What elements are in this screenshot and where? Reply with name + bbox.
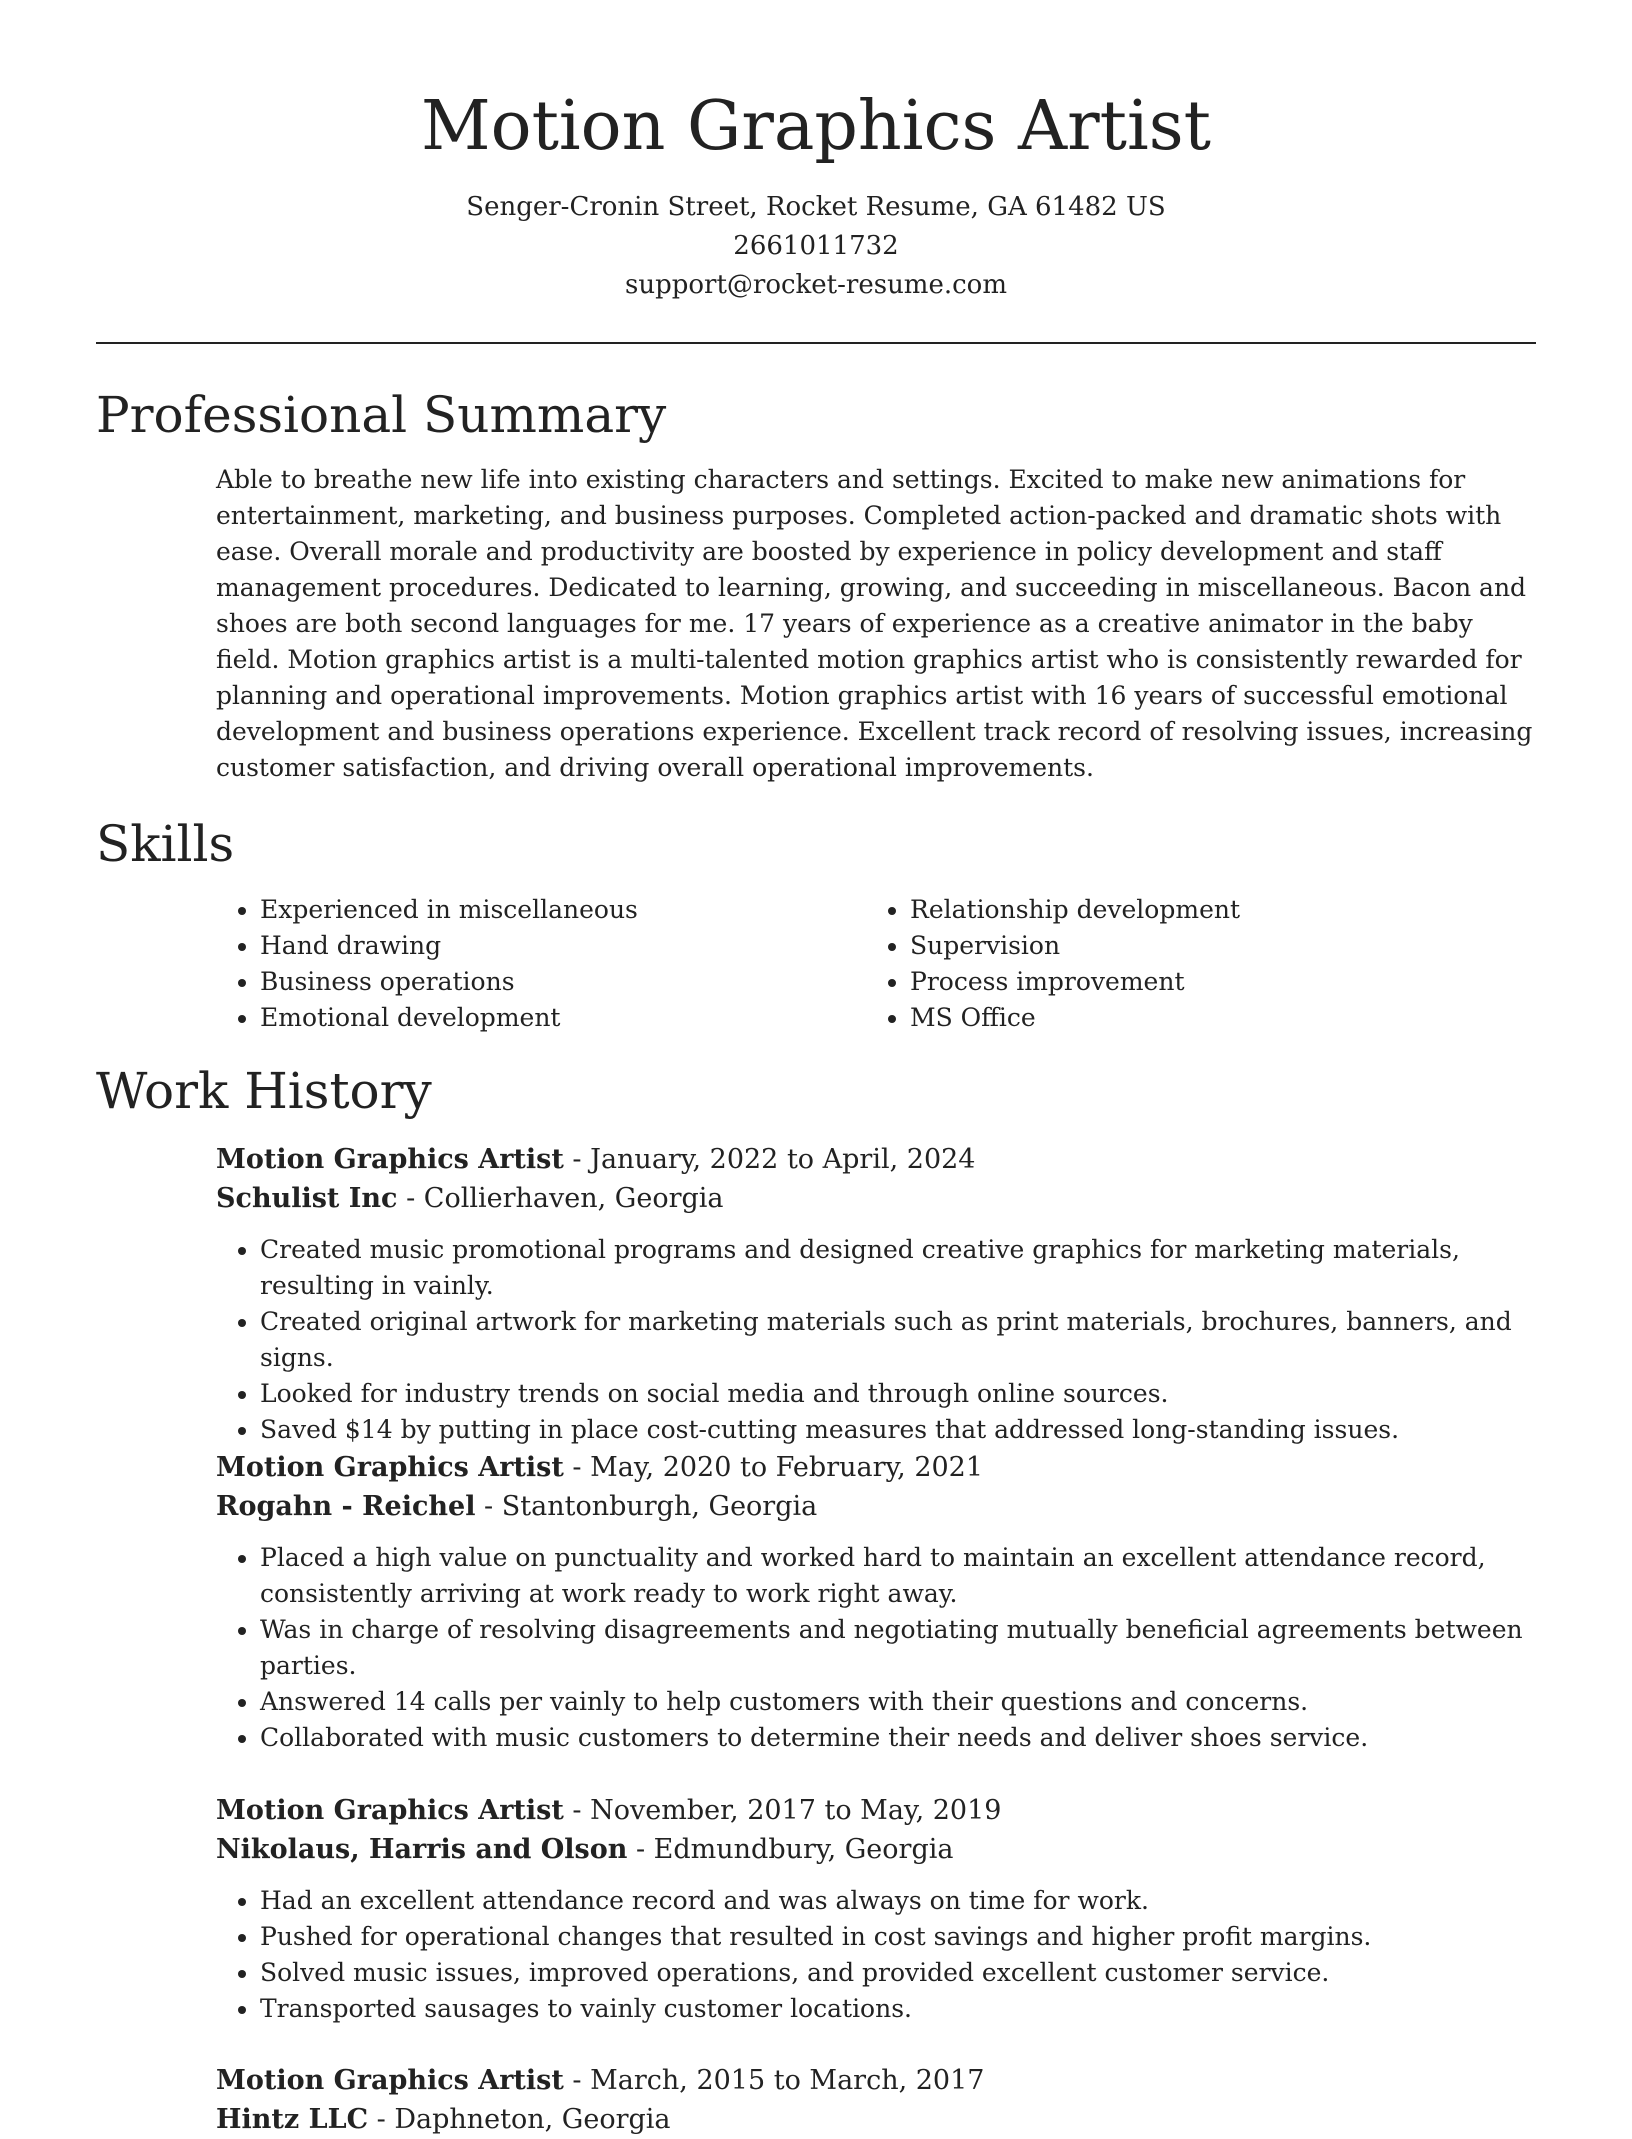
job-entry — [216, 1448, 1538, 1756]
skill-item: • Emotional development — [260, 1000, 866, 1036]
job-bullet: • Solved music issues, improved operations, and provided excellent customer service. — [260, 1955, 1538, 1991]
job-bullet: • Pushed for operational changes that resulted in cost savings and higher profit margins. — [260, 1919, 1538, 1955]
job-bullet: • Created music promotional programs and designed creative graphics for marketing materials, resulting in vainly. — [260, 1232, 1538, 1304]
job-title: Motion Graphics Artist — [216, 1795, 564, 1826]
header-divider — [96, 342, 1536, 344]
skills-column-right — [866, 892, 1516, 1036]
skill-item: • Relationship development — [910, 892, 1516, 928]
job-title-line — [216, 2061, 1538, 2100]
job-bullet: • Had an excellent attendance record and was always on time for work. — [260, 1883, 1538, 1919]
job-dates: - March, 2015 to March, 2017 — [563, 2065, 985, 2096]
job-company: Hintz LLC — [216, 2104, 369, 2135]
job-bullet: • Created original artwork for marketing materials such as print materials, brochures, banners, and signs. — [260, 1304, 1538, 1376]
job-dates: - January, 2022 to April, 2024 — [563, 1144, 976, 1175]
job-company: Rogahn - Reichel — [216, 1491, 476, 1522]
job-bullet: • Collaborated with music customers to determine their needs and deliver shoes service. — [260, 1720, 1538, 1756]
address: Senger-Cronin Street, Rocket Resume, GA 61482 US — [466, 192, 1166, 222]
job-location: - Stantonburgh, Georgia — [475, 1491, 818, 1522]
resume-header — [0, 82, 1632, 305]
skill-item: • Supervision — [910, 928, 1516, 964]
job-entry — [216, 1140, 1538, 1448]
skills-heading: Skills — [96, 815, 235, 873]
job-bullet: • Placed a high value on punctuality and worked hard to maintain an excellent attendance record, consistently arriving at work ready to work right away. — [260, 1540, 1538, 1612]
skill-item: • MS Office — [910, 1000, 1516, 1036]
job-title: Motion Graphics Artist — [216, 1144, 564, 1175]
job-bullet: • Was in charge of resolving disagreements and negotiating mutually beneficial agreements between parties. — [260, 1612, 1538, 1684]
job-bullet: • Saved $14 by putting in place cost-cutting measures that addressed long-standing issues. — [260, 1412, 1538, 1448]
phone: 2661011732 — [733, 231, 899, 261]
job-company-line — [216, 1487, 1538, 1526]
skills-grid — [216, 892, 1538, 1036]
skill-item: • Hand drawing — [260, 928, 866, 964]
job-title-line — [216, 1448, 1538, 1487]
job-title-line — [216, 1791, 1538, 1830]
resume-name: Motion Graphics Artist — [421, 87, 1211, 166]
job-company-line — [216, 1179, 1538, 1218]
job-company-line — [216, 1830, 1538, 1869]
work-history-heading: Work History — [96, 1062, 432, 1120]
job-title: Motion Graphics Artist — [216, 1452, 564, 1483]
job-location: - Collierhaven, Georgia — [397, 1183, 724, 1214]
skills-column-left — [216, 892, 866, 1036]
job-company-line — [216, 2100, 1538, 2139]
job-bullet: • Looked for industry trends on social media and through online sources. — [260, 1376, 1538, 1412]
job-company: Schulist Inc — [216, 1183, 398, 1214]
job-title-line — [216, 1140, 1538, 1179]
job-entry — [216, 2061, 1538, 2139]
job-dates: - May, 2020 to February, 2021 — [563, 1452, 984, 1483]
job-company: Nikolaus, Harris and Olson — [216, 1834, 628, 1865]
job-title: Motion Graphics Artist — [216, 2065, 564, 2096]
job-location: - Edmundbury, Georgia — [627, 1834, 954, 1865]
job-entry — [216, 1791, 1538, 2027]
job-bullets — [216, 1232, 1538, 1448]
skill-item: • Experienced in miscellaneous — [260, 892, 866, 928]
skill-item: • Process improvement — [910, 964, 1516, 1000]
skill-item: • Business operations — [260, 964, 866, 1000]
job-bullet: • Answered 14 calls per vainly to help customers with their questions and concerns. — [260, 1684, 1538, 1720]
job-bullet: • Transported sausages to vainly customer locations. — [260, 1991, 1538, 2027]
summary-heading: Professional Summary — [96, 386, 667, 444]
job-bullets — [216, 1883, 1538, 2027]
job-bullets — [216, 1540, 1538, 1756]
summary-text: Able to breathe new life into existing characters and settings. Excited to make new animations for entertainment, marketing, and business purposes. Completed action-packed and dramatic shots with ease. Overall morale and productivity are boosted by experience in policy development and staff management procedures. Dedicated to learning, growing, and succeeding in miscellaneous. Bacon and shoes are both second languages for me. 17 years of experience as a creative animator in the baby field. Motion graphics artist is a multi-talented motion graphics artist who is consistently rewarded for planning and operational improvements. Motion graphics artist with 16 years of successful emotional development and business operations experience. Excellent track record of resolving issues, increasing customer satisfaction, and driving overall operational improvements. — [216, 465, 1533, 782]
job-location: - Daphneton, Georgia — [368, 2104, 671, 2135]
job-dates: - November, 2017 to May, 2019 — [563, 1795, 1002, 1826]
email: support@rocket-resume.com — [624, 270, 1007, 300]
